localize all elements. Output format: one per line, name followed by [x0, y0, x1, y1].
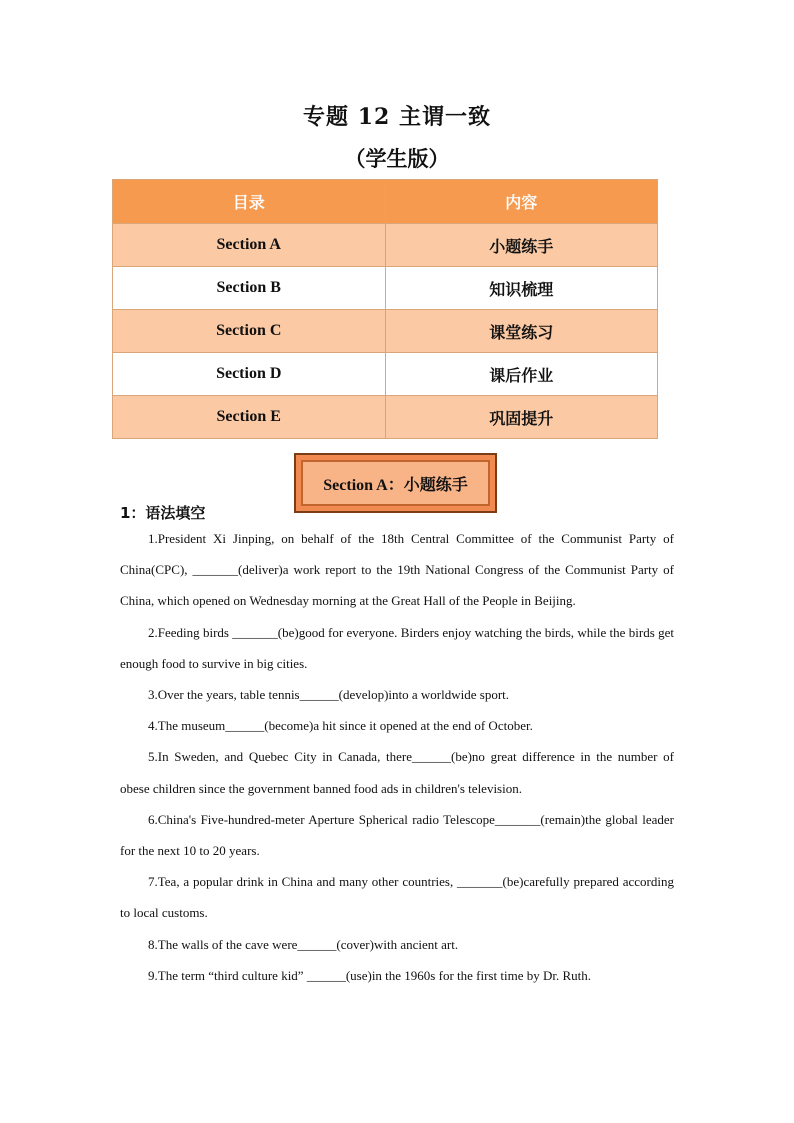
- exercise-item: 3.Over the years, table tennis______(develop)into a worldwide sport.: [148, 687, 510, 703]
- exercise-item: 2.Feeding birds _______(be)good for everyone. Birders enjoy watching the birds, while the birds get enough food to survive in big cities.: [120, 624, 674, 671]
- toc-row: [113, 353, 658, 396]
- toc-section-cell: Section A: [113, 224, 386, 267]
- toc-row: [113, 267, 658, 310]
- page-subtitle: （学生版）: [344, 146, 450, 171]
- section-a-banner: [294, 453, 497, 513]
- toc-content-cell: 小题练手: [385, 224, 658, 267]
- exercise-item: 7.Tea, a popular drink in China and many other countries, _______(be)carefully prepared according to local customs.: [120, 874, 674, 921]
- toc-content-cell: 课堂练习: [385, 310, 658, 353]
- toc-section-cell: Section E: [113, 396, 386, 439]
- toc-row: [113, 224, 658, 267]
- toc-table: [112, 179, 658, 439]
- toc-row: [113, 310, 658, 353]
- toc-content-cell: 巩固提升: [385, 396, 658, 439]
- exercise-heading: 1：语法填空: [120, 504, 206, 522]
- exercise-item: 9.The term “third culture kid” ______(use)in the 1960s for the first time by Dr. Ruth.: [148, 967, 591, 983]
- section-a-banner-label: Section A：小题练手: [301, 460, 490, 506]
- exercise-list: [120, 523, 674, 991]
- exercise-item: 1.President Xi Jinping, on behalf of the 18th Central Committee of the Communist Party of China(CPC), _______(deliver)a work report to the 19th National Congress of the Communist Party of China, which opened on Wednesday morning at the Great Hall of the People in Beijing.: [120, 531, 674, 609]
- toc-section-cell: Section D: [113, 353, 386, 396]
- toc-row: [113, 396, 658, 439]
- exercise-item: 6.China's Five-hundred-meter Aperture Spherical radio Telescope_______(remain)the global leader for the next 10 to 20 years.: [120, 811, 674, 859]
- toc-content-cell: 知识梳理: [385, 267, 658, 310]
- exercise-item: 5.In Sweden, and Quebec City in Canada, there______(be)no great difference in the number of obese children since the government banned food ads in children's television.: [120, 749, 674, 796]
- toc-content-cell: 课后作业: [385, 353, 658, 396]
- exercise-item: 4.The museum______(become)a hit since it opened at the end of October.: [148, 718, 533, 734]
- toc-header-row: [113, 180, 658, 224]
- toc-section-cell: Section C: [113, 310, 386, 353]
- exercise-item: 8.The walls of the cave were______(cover)with ancient art.: [148, 936, 459, 952]
- toc-col-header-content: 内容: [385, 180, 658, 224]
- toc-section-cell: Section B: [113, 267, 386, 310]
- page-title: 专题 12 主谓一致: [303, 104, 491, 130]
- toc-col-header-catalog: 目录: [113, 180, 386, 224]
